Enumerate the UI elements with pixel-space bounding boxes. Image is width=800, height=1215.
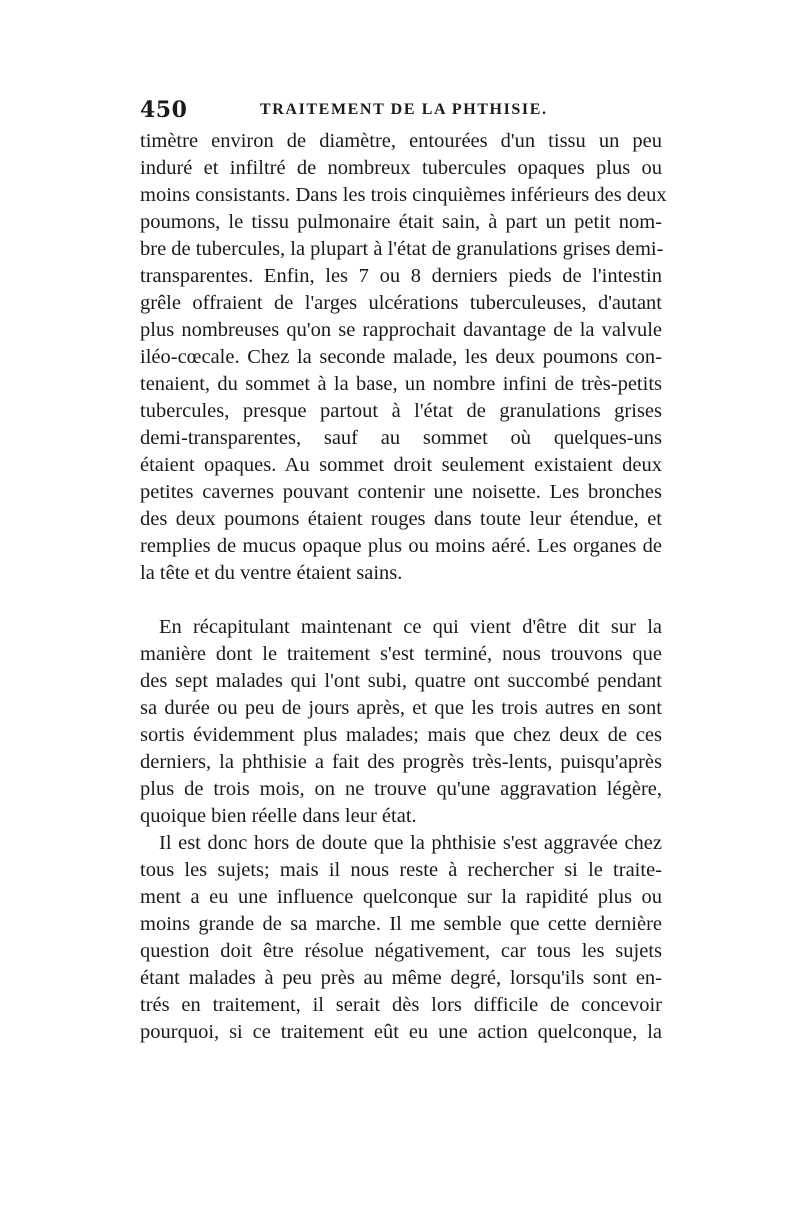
text-line: timètre environ de diamètre, entourées d'un tissu un peu [140,130,662,152]
page-header [140,97,665,127]
text-line: sortis évidemment plus malades; mais que chez deux de ces [140,724,662,746]
paragraph-3 [140,830,662,1046]
text-line: moins grande de sa marche. Il me semble que cette dernière [140,913,662,935]
text-line: trés en traitement, il serait dès lors difficile de concevoir [140,994,662,1016]
paragraph-1 [140,128,667,587]
text-line: tubercules, presque partout à l'état de granulations grises [140,400,662,422]
text-line: induré et infiltré de nombreux tubercules opaques plus ou [140,157,662,179]
text-line: quoique bien réelle dans leur état. [140,805,417,827]
text-line: petites cavernes pouvant contenir une noisette. Les bronches [140,481,662,503]
text-line: tenaient, du sommet à la base, un nombre infini de très-petits [140,373,662,395]
text-line: poumons, le tissu pulmonaire était sain, à part un petit nom- [140,211,662,233]
paragraph-gap [140,587,662,614]
text-line: question doit être résolue négativement, car tous les sujets [140,940,662,962]
text-line: remplies de mucus opaque plus ou moins aéré. Les organes de [140,535,662,557]
text-line: demi-transparentes, sauf au sommet où quelques-uns [140,427,662,449]
body-text [140,128,667,1046]
text-line: Il est donc hors de doute que la phthisie s'est aggravée chez [159,832,662,854]
text-line: ment a eu une influence quelconque sur la rapidité plus ou [140,886,662,908]
text-line: plus de trois mois, on ne trouve qu'une aggravation légère, [140,778,662,800]
page-number: 450 [140,97,188,123]
text-line: pourquoi, si ce traitement eût eu une action quelconque, la [140,1021,662,1043]
text-line: plus nombreuses qu'on se rapprochait davantage de la valvule [140,319,662,341]
text-line: iléo-cœcale. Chez la seconde malade, les deux poumons con- [140,346,662,368]
text-line: derniers, la phthisie a fait des progrès très-lents, puisqu'après [140,751,662,773]
text-line: étant malades à peu près au même degré, lorsqu'ils sont en- [140,967,662,989]
text-line: moins consistants. Dans les trois cinquièmes inférieurs des deux [140,184,667,206]
text-line: sa durée ou peu de jours après, et que les trois autres en sont [140,697,662,719]
text-line: bre de tubercules, la plupart à l'état de granulations grises demi- [140,238,664,260]
text-line: transparentes. Enfin, les 7 ou 8 derniers pieds de l'intestin [140,265,662,287]
text-line: des deux poumons étaient rouges dans toute leur étendue, et [140,508,662,530]
text-line: manière dont le traitement s'est terminé, nous trouvons que [140,643,662,665]
text-line: En récapitulant maintenant ce qui vient d'être dit sur la [159,616,662,638]
text-line: grêle offraient de l'arges ulcérations tuberculeuses, d'autant [140,292,662,314]
paragraph-2 [140,614,662,830]
text-line: tous les sujets; mais il nous reste à rechercher si le traite- [140,859,662,881]
text-line: la tête et du ventre étaient sains. [140,562,403,584]
running-title: TRAITEMENT DE LA PHTHISIE. [260,101,548,118]
text-line: étaient opaques. Au sommet droit seulement existaient deux [140,454,662,476]
text-line: des sept malades qui l'ont subi, quatre ont succombé pendant [140,670,662,692]
